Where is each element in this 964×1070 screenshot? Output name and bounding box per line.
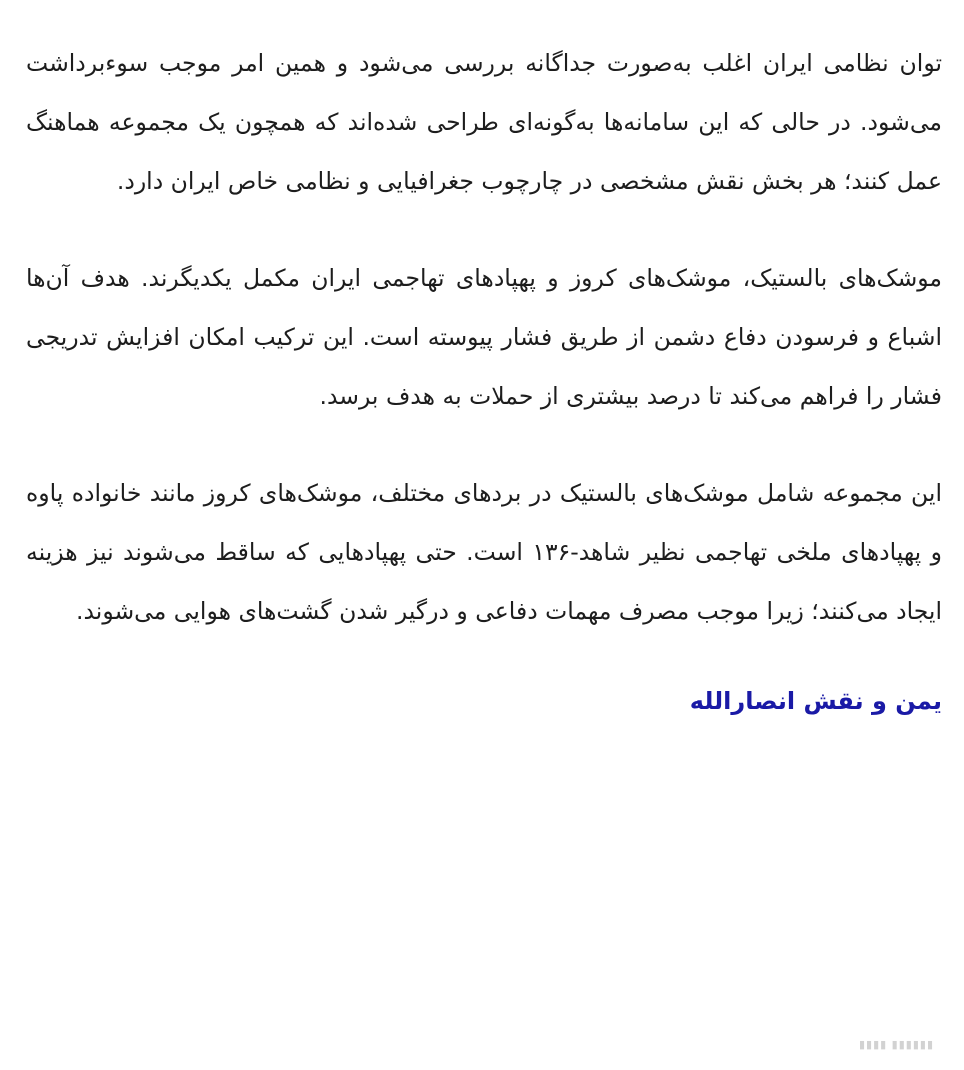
paragraph-1: توان نظامی ایران اغلب به‌صورت جداگانه بررسی می‌شود و همین امر موجب سوءبرداشت می‌شود. در حالی که این سامانه‌ها به‌گونه‌ای طراحی شده‌اند که همچون یک مجموعه هماهنگ عمل کنند؛ هر بخش نقش مشخصی در چارچوب جغرافیایی و نظامی خاص ایران دارد. xyxy=(26,49,942,195)
watermark-logo: ▮▮▮▮ ▮▮▮▮▮▮ xyxy=(858,1038,934,1051)
section-heading: یمن و نقش انصارالله xyxy=(689,687,942,715)
article-body xyxy=(26,34,942,731)
paragraph-2: موشک‌های بالستیک، موشک‌های کروز و پهپادهای تهاجمی ایران مکمل یکدیگرند. هدف آن‌ها اشباع و فرسودن دفاع دشمن از طریق فشار پیوسته است. این ترکیب امکان افزایش تدریجی فشار را فراهم می‌کند تا درصد بیشتری از حملات به هدف برسد. xyxy=(26,264,942,410)
paragraph-3: این مجموعه شامل موشک‌های بالستیک در بردهای مختلف، موشک‌های کروز مانند خانواده پاوه و پهپادهای ملخی تهاجمی نظیر شاهد-۱۳۶ است. حتی پهپادهایی که ساقط می‌شوند نیز هزینه ایجاد می‌کنند؛ زیرا موجب مصرف مهمات دفاعی و درگیر شدن گشت‌های هوایی می‌شوند. xyxy=(26,479,942,625)
